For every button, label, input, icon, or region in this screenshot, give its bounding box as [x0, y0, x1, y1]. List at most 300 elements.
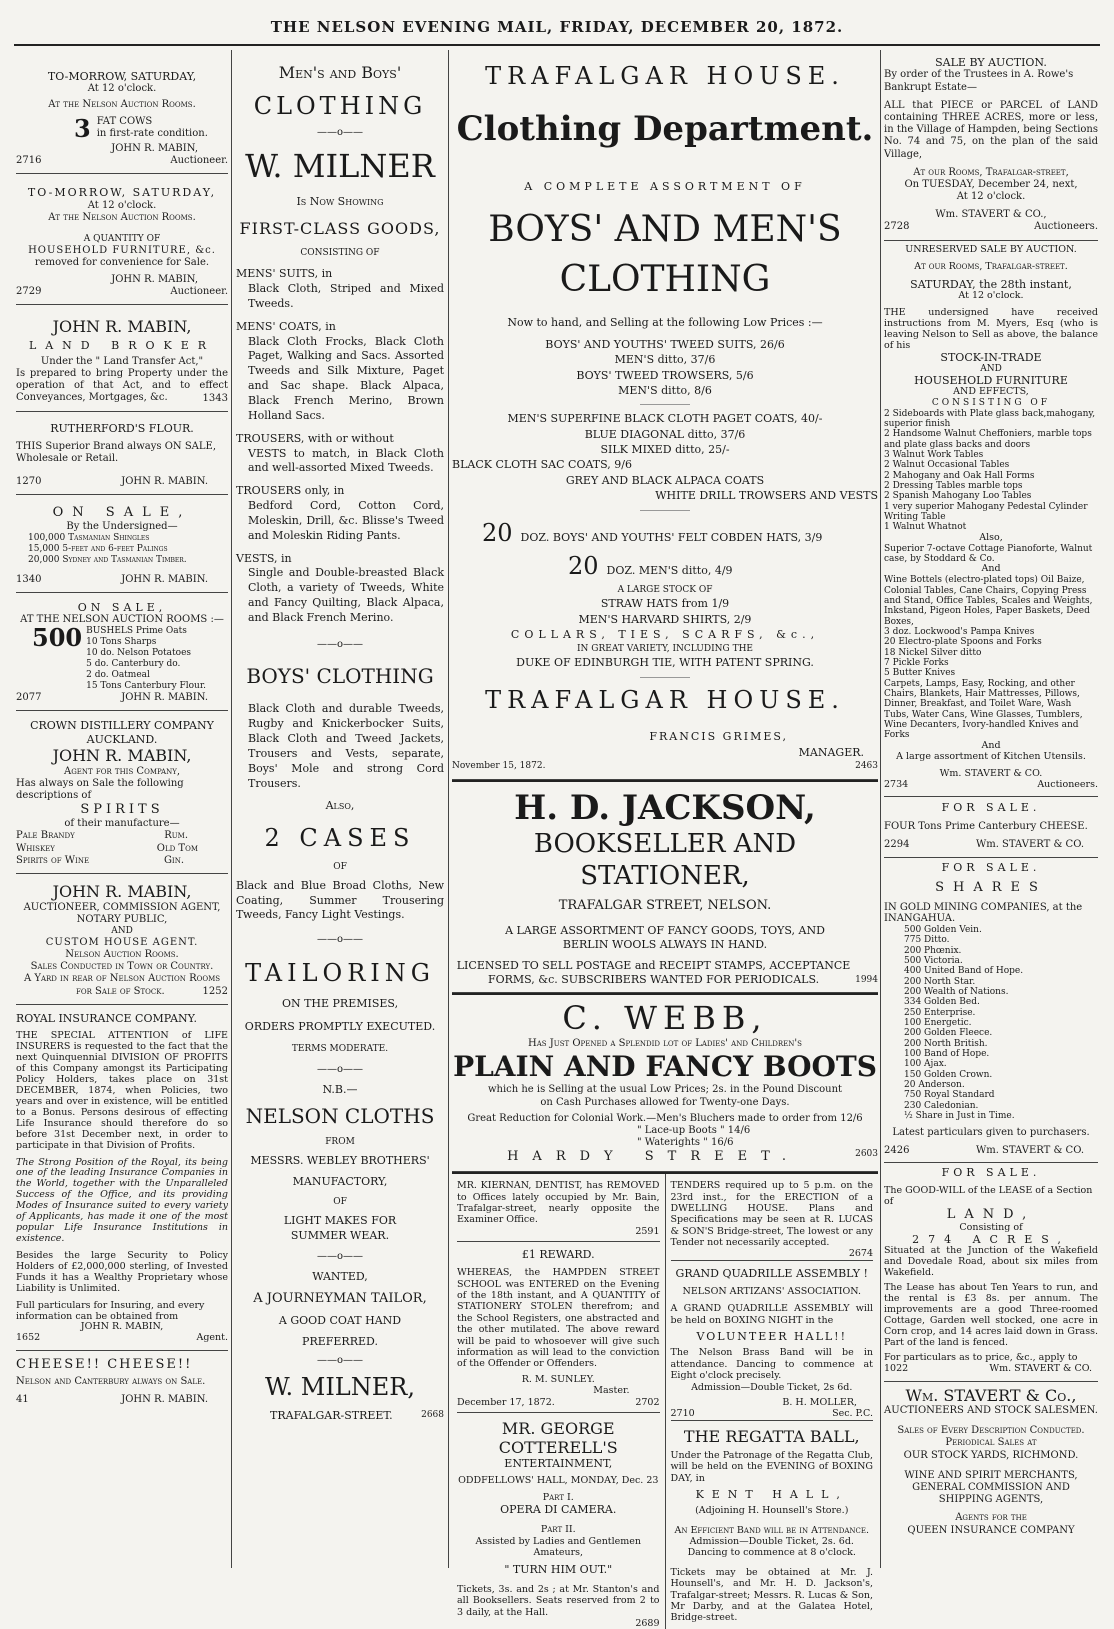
ad-line: STOCK-IN-TRADE	[940, 350, 1042, 364]
ad-line: At 12 o'clock.	[958, 290, 1024, 302]
milner-clothing-ad	[236, 50, 444, 1430]
ad-line: Admission—Double Ticket, 2s. 6d.	[689, 1536, 854, 1548]
section-body: Black Cloth Frocks, Black Cloth Paget, Walking and Sacs. Assorted Tweeds and Silk Mixture, Paget and Sac shape. Black Alpaca, Black French Merino, Brown Holland Sacs.	[248, 334, 444, 422]
ad-title: LAND BROKER	[28, 339, 216, 353]
ad-agent: Agent for this Company,	[63, 765, 181, 777]
ad-line: (Adjoining H. Hounsell's Store.)	[695, 1505, 849, 1517]
masthead: THE NELSON EVENING MAIL, FRIDAY, DECEMBER 20, 1872.	[270, 18, 844, 36]
ad-line: Nelson Auction Rooms.	[65, 949, 179, 961]
small-ads-grid	[452, 1172, 878, 1629]
list-item: 3 doz. Lockwood's Pampa Knives	[884, 627, 1035, 638]
column-2	[236, 50, 444, 1568]
ad-auctioneer: Wm. STAVERT & CO.	[989, 1362, 1092, 1374]
ad-role: Auctioneer.	[170, 155, 228, 167]
section-body: Black and Blue Broad Cloths, New Coating, Summer Trousering Tweeds, Fancy Light Vestings.	[236, 878, 444, 922]
ad-heading: BOYS' AND MEN'S CLOTHING	[488, 208, 842, 300]
list-item: Wine Bottels (electro-plated tops) Oil Baize, Colonial Tables, Cane Chairs, Copying Press and Stand, Office Tables, Scales and Weights, Inkstand, Pigeon Holes, Paper Baskets, Deed Boxes,	[884, 575, 1093, 627]
ad-line: At our Rooms, Trafalgar-street.	[914, 260, 1068, 272]
ad-line: HOUSEHOLD FURNITURE	[914, 373, 1068, 387]
price-line: BLUE DIAGONAL ditto, 37/6	[584, 427, 746, 441]
ad-line: SHARES	[935, 879, 1047, 895]
ad-subtitle: Under the " Land Transfer Act,"	[40, 355, 204, 367]
list-item: 750 Royal Standard	[904, 1090, 995, 1101]
ad-heading: TRAFALGAR HOUSE.	[485, 685, 845, 714]
ad-name: C. WEBB,	[562, 998, 768, 1037]
price-line: MEN'S ditto, 8/6	[618, 383, 712, 397]
spirit-item: Old Tom	[156, 842, 198, 854]
ad-name: W. MILNER,	[265, 1373, 415, 1402]
stock-line: 20,000 Sydney and Tasmanian Timber.	[28, 554, 187, 565]
ad-line: Latest particulars given to purchasers.	[892, 1127, 1090, 1139]
ad-signature: Master.	[593, 1385, 630, 1397]
ad-ref: 2689	[635, 1618, 660, 1629]
ad-title: CHEESE!! CHEESE!!	[16, 1357, 193, 1373]
ad-line: Also,	[325, 799, 355, 813]
list-item: 500 Golden Vein.	[904, 924, 982, 935]
quadrille-ad	[671, 1260, 874, 1420]
ad-line: SATURDAY, the 28th instant,	[910, 277, 1072, 291]
ad-heading: BOYS' CLOTHING	[246, 664, 434, 689]
ad-time: At 12 o'clock.	[87, 199, 157, 211]
ad-role: Auctioneers.	[1034, 221, 1098, 233]
ad-line: QUEEN INSURANCE COMPANY	[907, 1524, 1075, 1536]
ad-role: Auctioneer.	[170, 285, 228, 297]
list-item: 7 Pickle Forks	[884, 658, 949, 669]
list-item: 2 Walnut Occasional Tables	[884, 460, 1010, 471]
stock-line: 5 do. Canterbury do.	[86, 659, 181, 670]
land-lease-ad	[884, 1163, 1098, 1381]
ad-line: For particulars as to price, &c., apply to	[884, 1351, 1078, 1363]
furniture-list	[884, 409, 1098, 533]
ad-line: Great Reduction for Colonial Work.—Men's Bluchers made to order from 12/6	[467, 1112, 863, 1124]
ad-line: An Efficient Band will be in Attendance.	[674, 1524, 870, 1536]
ad-line: 274 ACRES,	[912, 1232, 1070, 1246]
land-broker-ad	[16, 305, 228, 412]
divider: ——o——	[316, 934, 364, 946]
ad-line: ODDFELLOWS' HALL, MONDAY, Dec. 23	[458, 1474, 659, 1486]
price-line: MEN'S HARVARD SHIRTS, 2/9	[578, 612, 752, 626]
ad-ref: 2728	[884, 221, 910, 233]
ad-title: FOR SALE.	[941, 1166, 1041, 1180]
trafalgar-house-ad	[452, 50, 878, 780]
ad-line: NELSON ARTIZANS' ASSOCIATION.	[682, 1286, 861, 1298]
ad-place: At the Nelson Auction Rooms.	[48, 98, 196, 110]
ad-line: OF	[333, 1197, 347, 1208]
ad-body: FOUR Tons Prime Canterbury CHEESE.	[884, 820, 1088, 832]
ad-spirits: SPIRITS	[80, 802, 164, 818]
ad-line: N.B.—	[322, 1082, 358, 1096]
list-item: 334 Golden Bed.	[904, 997, 980, 1008]
ad-name: W. MILNER	[245, 147, 435, 186]
ad-ref: 1270	[16, 475, 42, 487]
ad-ref: 2734	[884, 778, 909, 790]
ad-line: A COMPLETE ASSORTMENT OF	[524, 180, 806, 194]
ad-lot	[16, 114, 228, 143]
price-line: BOYS' TWEED TROWSERS, 5/6	[576, 368, 754, 382]
ad-agent: JOHN R. MABIN,	[80, 1321, 164, 1333]
ad-line: And	[981, 563, 1001, 575]
ad-line: CUSTOM HOUSE AGENT.	[45, 936, 199, 948]
price-line: BLACK CLOTH SAC COATS, 9/6	[452, 458, 632, 472]
ad-auctioneer: Wm. STAVERT & CO.	[939, 767, 1043, 779]
ad-line: A Yard in rear of Nelson Auction Rooms	[23, 973, 221, 985]
list-item: 1 Walnut Whatnot	[884, 522, 967, 533]
auctioneer-card-ad	[16, 874, 228, 1005]
reward-ad	[457, 1241, 660, 1408]
column-rule	[448, 50, 449, 1568]
list-item: 100 Band of Hope.	[904, 1048, 990, 1059]
ad-ref: 1343	[202, 392, 228, 404]
ad-signature: MANAGER.	[798, 745, 864, 759]
ad-heading: TO-MORROW, SATURDAY,	[47, 70, 197, 83]
ad-place: AT THE NELSON AUCTION ROOMS :—	[20, 614, 224, 626]
ad-line: LIGHT MAKES FOR SUMMER WEAR.	[283, 1214, 397, 1243]
ad-auctioneer: Wm. STAVERT & CO.	[975, 1144, 1084, 1156]
ad-line: " TURN HIM OUT."	[504, 1562, 613, 1576]
ad-auctioneer: JOHN R. MABIN.	[121, 475, 208, 487]
ad-line: TRAFALGAR-STREET.	[270, 1409, 393, 1423]
stock-line: 100,000 Tasmanian Shingles	[28, 532, 150, 543]
ad-line: At our Rooms, Trafalgar-street,	[913, 166, 1069, 178]
ad-line: OPERA DI CAMERA.	[500, 1503, 617, 1517]
ad-line: TRAFALGAR STREET, NELSON.	[558, 898, 772, 914]
unreserved-sale-ad	[884, 241, 1098, 798]
ad-title: FOR SALE.	[941, 861, 1041, 875]
ad-signature: Sec. P.C.	[832, 1408, 873, 1420]
ad-line: TERMS MODERATE.	[291, 1043, 389, 1054]
spirit-item: Rum.	[164, 830, 188, 842]
list-item: 2 Spanish Mahogany Loo Tables	[884, 491, 1032, 502]
ad-line: CONSISTING OF	[931, 398, 1051, 409]
ad-ref: 2729	[16, 285, 42, 297]
stock-line: BUSHELS Prime Oats	[86, 626, 187, 637]
ad-title: ON SALE,	[52, 504, 192, 520]
list-item: 400 United Band of Hope.	[904, 966, 1024, 977]
webb-boots-ad	[452, 993, 878, 1172]
divider: ——o——	[316, 1251, 364, 1262]
column-rule	[880, 50, 881, 1568]
ad-line: By order of the Trustees in A. Rowe's Bankrupt Estate—	[884, 69, 1074, 93]
ad-line: Sales Conducted in Town or Country.	[30, 961, 214, 973]
column-3	[452, 50, 878, 1629]
ad-line: PREFERRED.	[302, 1334, 378, 1348]
section-heading: TROUSERS, with or without	[236, 431, 394, 445]
lot-detail: in first-rate condition.	[96, 128, 208, 140]
price-line: GREY AND BLACK ALPACA COATS	[565, 473, 765, 487]
list-item: 2 Handsome Walnut Cheffoniers, marble tops and plate glass backs and doors	[884, 429, 1092, 450]
price-line: DOZ. MEN'S ditto, 4/9	[606, 564, 733, 578]
ad-line: LICENSED TO SELL POSTAGE and RECEIPT STAMPS, ACCEPTANCE FORMS, &c. SUBSCRIBERS WANTED FOR PERIODICALS.	[456, 959, 851, 986]
oats-sale-ad	[16, 593, 228, 712]
ad-body: Besides the large Security to Policy Holders of £2,000,000 sterling, of Invested Funds it has a Wealthy Proprietary whose Liability is Unlimited.	[16, 1249, 228, 1294]
ad-title: GRAND QUADRILLE ASSEMBLY !	[675, 1266, 868, 1280]
list-item: 2 Mahogany and Oak Hall Forms	[884, 470, 1035, 481]
ad-line: A LARGE ASSORTMENT OF FANCY GOODS, TOYS, AND BERLIN WOOLS ALWAYS IN HAND.	[505, 924, 825, 951]
price-line: DOZ. BOYS' AND YOUTHS' FELT COBDEN HATS, 3/9	[520, 530, 823, 544]
ad-title: ON SALE,	[77, 600, 167, 614]
ad-title: ENTERTAINMENT,	[504, 1457, 613, 1471]
ad-line: " Waterights " 16/6	[637, 1137, 734, 1149]
ad-time: At 12 o'clock.	[87, 83, 157, 95]
regatta-ad	[671, 1420, 874, 1624]
section-body: VESTS to match, in Black Cloth and well-assorted Mixed Tweeds.	[248, 446, 444, 475]
masthead-rule	[14, 44, 1100, 46]
list-item: Carpets, Lamps, Easy, Rocking, and other Chairs, Blankets, Hair Mattresses, Pillows, Dinner, Breakfast, and Toilet Ware, Wash Tubs, Water Cans, Wine Glasses, Tumblers, Wine Decanters, Ivory-handled Knives and Forks	[884, 678, 1083, 741]
ad-line: AND	[111, 925, 133, 936]
list-item: 200 Golden Fleece.	[904, 1028, 993, 1039]
ad-heading: TRAFALGAR HOUSE.	[485, 62, 845, 90]
shares-list	[884, 925, 1098, 1122]
ad-heading: Men's and Boys'	[278, 63, 402, 82]
ad-body: Under the Patronage of the Regatta Club, will be held on the EVENING of BOXING DAY, in	[670, 1449, 873, 1484]
ad-auctioneer: JOHN R. MABIN,	[111, 273, 198, 285]
cheese-sale-ad	[884, 797, 1098, 858]
section-body: Single and Double-breasted Black Cloth, a variety of Tweeds, White and Fancy Quilting, Black Alpaca, and Black French Merino.	[248, 566, 444, 624]
ad-name: JOHN R. MABIN,	[52, 881, 192, 901]
price-line: SILK MIXED ditto, 25/-	[600, 443, 730, 457]
ad-ref: 1252	[202, 985, 228, 997]
ad-auctioneer: Wm. STAVERT & CO.,	[935, 209, 1047, 221]
ad-body: The Strong Position of the Royal, its being one of the leading Insurance Companies in the World, together with the Unparalleled Success of the Office, and its providing Modes of Insurance suited to every variety of Applicants, has made it one of the most popular Life Insurance Institutions in existence.	[16, 1156, 228, 1245]
ad-body: Situated at the Junction of the Wakefield and Dovedale Road, about six miles from Wakefield.	[884, 1245, 1098, 1279]
ad-line: ORDERS PROMPTLY EXECUTED.	[244, 1020, 436, 1034]
ad-body: ALL that PIECE or PARCEL of LAND containing THREE ACRES, more or less, in the Village of Hampden, being Sections No. 74 and 75, on the plan of the said Village,	[884, 99, 1098, 160]
ad-body: THIS Superior Brand always ON SALE, Wholesale or Retail.	[16, 441, 217, 465]
list-item: 100 Energetic.	[904, 1017, 972, 1028]
ad-ref: 2603	[855, 1149, 878, 1160]
ad-body: TENDERS required up to 5 p.m. on the 23rd inst., for the ERECTION of a DWELLING HOUSE. Plans and Specifications may be seen at R. LUCAS & SON'S Bridge-street, The lowest or any Tender not necessarily accepted.	[670, 1180, 873, 1249]
ad-date: November 15, 1872.	[452, 760, 546, 771]
ad-body: WHEREAS, the HAMPDEN STREET SCHOOL was ENTERED on the Evening of the 18th instant, and A QUANTITY of STATIONERY STOLEN therefrom; and the School Registers, one abstracted and the other mutilated. The above reward will be paid to whosoever will give such information as will lead to the conviction of the Offender or Offenders.	[457, 1267, 660, 1370]
ad-line: Agents for the	[955, 1512, 1027, 1524]
list-item: 18 Nickel Silver ditto	[884, 647, 982, 658]
ad-body: Has always on Sale the following descriptions of	[16, 778, 184, 802]
qty-number: 20	[482, 518, 513, 547]
ad-line: Is Now Showing	[296, 194, 384, 208]
list-item: 200 North British.	[904, 1038, 988, 1049]
section-heading: TROUSERS only, in	[236, 484, 345, 498]
ad-line: OF	[333, 861, 347, 872]
ad-line: VOLUNTEER HALL!!	[696, 1330, 848, 1344]
ad-line: A large assortment of Kitchen Utensils.	[896, 750, 1086, 762]
ad-ref: 1994	[855, 974, 878, 985]
cheese-ad	[16, 1351, 228, 1412]
ad-line: HARDY STREET.	[507, 1149, 800, 1165]
ad-line: WINE AND SPIRIT MERCHANTS, GENERAL COMMISSION AND SHIPPING AGENTS,	[904, 1469, 1078, 1506]
price-line: STRAW HATS from 1/9	[600, 597, 730, 611]
ad-body: THE undersigned have received instructions from M. Myers, Esq (who is leaving Nelson to Sell as above, the balance of his	[884, 307, 1098, 351]
jackson-bookseller-ad	[452, 780, 878, 993]
ad-ref: 2294	[884, 839, 910, 851]
list-item: ½ Share in Just in Time.	[904, 1111, 1015, 1122]
ad-line: LAND,	[946, 1206, 1036, 1222]
lot-item: HOUSEHOLD FURNITURE, &c.	[28, 245, 216, 257]
divider: ——o——	[316, 1064, 364, 1075]
list-item: 230 Caledonian.	[904, 1100, 979, 1111]
stock-line: 15,000 5-feet and 6-feet Palings	[28, 543, 168, 554]
ad-place: At the Nelson Auction Rooms.	[48, 212, 196, 224]
list-item: 1 very superior Mahogany Pedestal Cylinder Writing Table	[884, 501, 1088, 523]
ad-date: December 17, 1872.	[457, 1396, 555, 1408]
ad-line: IN GREAT VARIETY, INCLUDING THE	[577, 643, 753, 654]
ad-title: £1 REWARD.	[521, 1248, 595, 1262]
ad-line: AUCTIONEER, COMMISSION AGENT,	[23, 901, 221, 913]
ad-line: Consisting of	[959, 1221, 1023, 1233]
ad-body: Full particulars for Insuring, and every information can be obtained from	[16, 1299, 205, 1322]
ad-body: A GRAND QUADRILLE ASSEMBLY will be held on BOXING NIGHT in the	[670, 1303, 873, 1326]
spirit-item: Spirits of Wine	[16, 854, 90, 866]
ad-body: THE SPECIAL ATTENTION of LIFE INSURERS is requested to the fact that the next Quinquennial DIVISION OF PROFITS of this Company amongst its Participating Policy Holders, takes place on 31st DECEMBER, 1874, when Policies, two years and over in existence, will be entitled to a Bonus. Persons desirous of effecting Life Insurance should therefore do so before 31st December next, in order to participate in that Division of Profits.	[16, 1030, 228, 1151]
auction-furniture-ad	[16, 174, 228, 305]
spirit-item: Pale Brandy	[16, 830, 75, 842]
small-ads-right	[666, 1174, 879, 1629]
ad-line: Dancing to commence at 8 o'clock.	[687, 1547, 856, 1559]
ad-line: OUR STOCK YARDS, RICHMOND.	[903, 1449, 1079, 1461]
ad-line: " Lace-up Boots " 14/6	[637, 1124, 751, 1136]
ad-auctioneer: JOHN R. MABIN,	[111, 143, 198, 155]
ad-ref: 2077	[16, 692, 42, 704]
ad-body: Superior 7-octave Cottage Pianoforte, Walnut case, by Stoddard & Co.	[884, 543, 1093, 565]
tenders-ad	[671, 1174, 874, 1260]
ad-heading: TO-MORROW, SATURDAY,	[27, 186, 217, 200]
ad-line: And	[981, 739, 1001, 751]
stavert-card-ad	[884, 1382, 1098, 1543]
ad-heading: TAILORING	[245, 958, 435, 987]
ad-line: A GOOD COAT HAND	[278, 1313, 402, 1327]
ad-line: WANTED,	[312, 1269, 368, 1283]
qty-number: 20	[568, 552, 599, 581]
ad-title: FOR SALE.	[941, 801, 1041, 815]
ad-title: RUTHERFORD'S FLOUR.	[50, 421, 194, 435]
ad-auctioneer: Wm. STAVERT & CO.	[975, 839, 1084, 851]
ad-heading: 2 CASES	[264, 824, 416, 853]
list-item: 20 Electro-plate Spoons and Forks	[884, 637, 1042, 648]
ad-line: which he is Selling at the usual Low Prices; 2s. in the Pound Discount on Cash Purchases allowed for Twenty-one Days.	[487, 1084, 843, 1108]
ad-ref: 1340	[16, 573, 42, 585]
ad-body: The Lease has about Ten Years to run, and the rental is £3 8s. per annum. The improvements are a good Three-roomed Cottage, Garden well stocked, one acre in Corn crop, and 14 acres laid down in Grass. Part of the land is fenced.	[884, 1282, 1098, 1348]
ad-ref: 2702	[635, 1396, 660, 1408]
ad-heading: PLAIN AND FANCY BOOTS	[453, 1050, 877, 1084]
ad-name: Wm. STAVERT & Co.,	[905, 1385, 1077, 1405]
ad-signature: B. H. MOLLER,	[782, 1396, 857, 1408]
ad-ref: 2463	[855, 760, 878, 771]
ad-body: The Nelson Brass Band will be in attendance. Dancing to commence at Eight o'clock precisely.	[670, 1347, 873, 1382]
section-heading: VESTS, in	[236, 551, 292, 565]
ad-line: NOTARY PUBLIC,	[76, 913, 168, 925]
ad-ref: 1022	[884, 1362, 909, 1374]
ad-line: Has Just Opened a Splendid lot of Ladies' and Children's	[528, 1037, 802, 1049]
ad-line: DUKE OF EDINBURGH TIE, WITH PATENT SPRING.	[516, 656, 814, 670]
ad-heading: FIRST-CLASS GOODS,	[239, 218, 441, 238]
ad-line: The GOOD-WILL of the LEASE of a Section of	[884, 1185, 1093, 1207]
ad-title: CROWN DISTILLERY COMPANY AUCKLAND.	[30, 719, 214, 746]
ad-title: THE REGATTA BALL,	[683, 1426, 860, 1446]
ad-line: CONSISTING OF	[300, 248, 380, 259]
ad-line: MANUFACTORY,	[292, 1175, 388, 1189]
ad-body: Tickets may be obtained at Mr. J. Hounsell's, and Mr. H. D. Jackson's, Trafalgar-street; Messrs. R. Lucas & Son, Mr Darby, and at the Galatea Hotel, Bridge-street.	[670, 1566, 873, 1624]
ad-ref: 2591	[635, 1225, 660, 1237]
small-ads-left	[452, 1174, 666, 1629]
dentist-ad	[457, 1174, 660, 1237]
ad-ref: 41	[16, 1394, 29, 1406]
spirit-item: Gin.	[163, 854, 184, 866]
ad-line: Part II.	[540, 1524, 576, 1536]
lot-detail: removed for convenience for Sale.	[34, 257, 210, 269]
ad-line: Now to hand, and Selling at the following Low Prices :—	[507, 316, 823, 330]
ad-line: ON THE PREMISES,	[281, 997, 399, 1011]
auction-land-ad	[884, 50, 1098, 241]
list-item: 2 Dressing Tables marble tops	[884, 481, 1023, 492]
ad-line: KENT HALL,	[695, 1488, 848, 1502]
stock-line: 2 do. Oatmeal	[86, 670, 150, 681]
ad-line: A LARGE STOCK OF	[617, 584, 713, 595]
ad-heading: Clothing Department.	[456, 108, 874, 149]
ad-role: Agent.	[196, 1332, 228, 1344]
column-1	[16, 50, 228, 1568]
cotterell-ad	[457, 1412, 660, 1629]
price-line: MEN'S SUPERFINE BLACK CLOTH PAGET COATS, 40/-	[507, 412, 823, 426]
ad-line: Assisted by Ladies and Gentlemen Amateurs,	[475, 1535, 642, 1559]
divider: ——o——	[316, 638, 364, 650]
ad-title: MR. GEORGE COTTERELL'S	[498, 1418, 618, 1458]
ad-ref: 2716	[16, 155, 42, 167]
ad-signature: FRANCIS GRIMES,	[649, 730, 788, 744]
ad-subtitle: By the Undersigned—	[66, 520, 178, 532]
ad-ref: 2426	[884, 1144, 910, 1156]
sundries-list	[884, 575, 1098, 741]
ad-body: Is prepared to bring Property under the operation of that Act, and to effect Conveyances, Mortgages, &c.	[16, 368, 228, 404]
ad-line: A JOURNEYMAN TAILOR,	[253, 1291, 427, 1307]
column-4	[884, 50, 1098, 1568]
ad-line: AND EFFECTS,	[953, 386, 1029, 398]
ad-line: Periodical Sales at	[945, 1437, 1037, 1449]
ad-body: Nelson and Canterbury always on Sale.	[16, 1376, 206, 1388]
ad-auctioneer: JOHN R. MABIN.	[121, 692, 208, 704]
ad-ref: 2710	[670, 1408, 695, 1420]
ad-line: for Sale of Stock.	[76, 985, 165, 997]
ad-line: AND	[980, 364, 1002, 375]
flour-ad	[16, 412, 228, 495]
auction-cows-ad	[16, 50, 228, 174]
section-heading: MENS' COATS, in	[236, 319, 336, 333]
divider: ——o——	[316, 1354, 364, 1366]
list-item: 5 Butter Knives	[884, 668, 956, 679]
list-item: 20 Anderson.	[904, 1080, 965, 1090]
list-item: 150 Golden Crown.	[904, 1069, 993, 1080]
ad-body: IN GOLD MINING COMPANIES, at the INANGAHUA.	[884, 901, 1083, 925]
list-item: 500 Victoria.	[904, 955, 963, 966]
ad-line: Also,	[979, 531, 1003, 543]
ad-heading: CLOTHING	[253, 91, 427, 120]
shares-sale-ad	[884, 858, 1098, 1163]
price-line: WHITE DRILL TROWSERS AND VESTS	[655, 489, 878, 503]
ad-line: Admission—Double Ticket, 2s 6d.	[691, 1381, 853, 1393]
ad-body: Tickets, 3s. and 2s ; at Mr. Stanton's and all Booksellers. Seats reserved from 2 to 3 daily, at the Hall.	[457, 1583, 660, 1618]
section-body: Black Cloth and durable Tweeds, Rugby and Knickerbocker Suits, Black Cloth and Tweed Jackets, Trousers and Vests, separate, Boys' Mole and strong Cord Trousers.	[248, 702, 444, 790]
ad-heading: BOOKSELLER AND STATIONER,	[533, 829, 797, 891]
ad-subtitle: of their manufacture—	[64, 818, 180, 830]
ad-ref: 1652	[16, 1332, 41, 1344]
list-item: 200 Wealth of Nations.	[904, 986, 1009, 997]
ad-title: SALE BY AUCTION.	[935, 56, 1047, 69]
ad-ref: 2668	[421, 1410, 444, 1421]
ad-auctioneer: JOHN R. MABIN.	[121, 573, 208, 585]
ad-qty: A QUANTITY OF	[83, 234, 161, 245]
lot-number: 500	[32, 623, 83, 653]
stock-line: 15 Tons Canterbury Flour.	[86, 681, 207, 692]
timber-sale-ad	[16, 495, 228, 593]
list-item: 200 North Star.	[904, 976, 976, 987]
